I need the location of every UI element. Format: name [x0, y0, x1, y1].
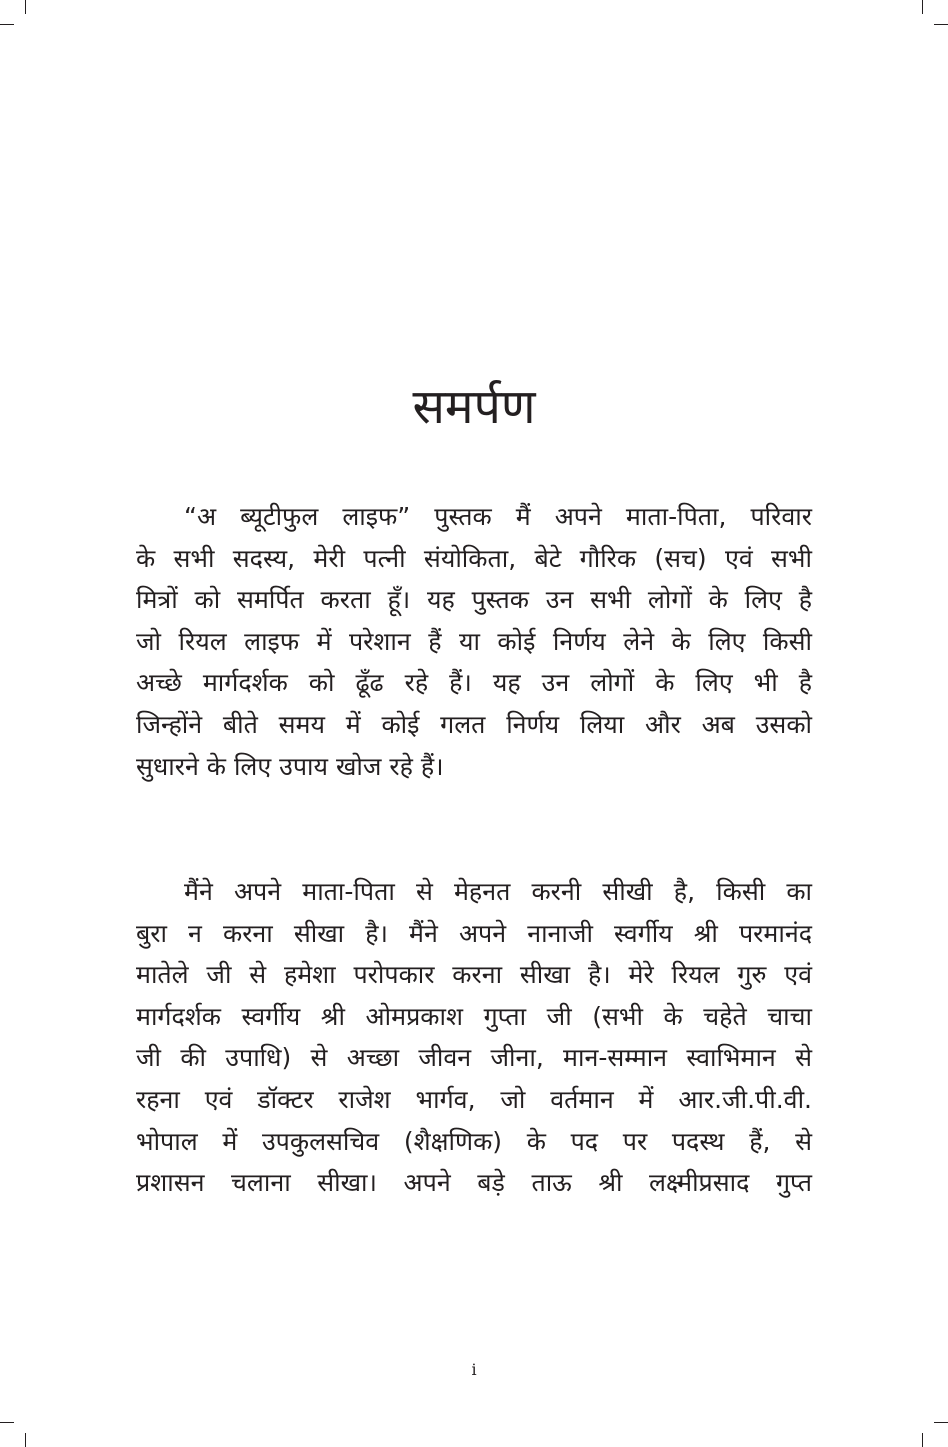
text-line: मातेले जी से हमेशा परोपकार करना सीखा है। मेरे रियल गुरु एवं [136, 960, 812, 990]
text-line: जिन्होंने बीते समय में कोई गलत निर्णय लिया और अब उसको [136, 709, 812, 739]
text-line: प्रशासन चलाना सीखा। अपने बड़े ताऊ श्री लक्ष्मीप्रसाद गुप्त [136, 1168, 812, 1198]
crop-mark-bottom-left-h [0, 1422, 14, 1423]
text-line: सुधारने के लिए उपाय खोज रहे हैं। [136, 751, 444, 781]
page-number: i [471, 1360, 477, 1379]
text-line: के सभी सदस्य, मेरी पत्नी संयोकिता, बेटे गौरिक (सच) एवं सभी [136, 543, 812, 573]
text-line: जी की उपाधि) से अच्छा जीवन जीना, मान-सम्मान स्वाभिमान से [136, 1043, 812, 1073]
text-line: मित्रों को समर्पित करता हूँ। यह पुस्तक उन सभी लोगों के लिए है [136, 585, 812, 615]
paragraph-2 [136, 871, 812, 1204]
crop-mark-bottom-right-h [934, 1422, 948, 1423]
text-line: “अ ब्यूटीफुल लाइफ” पुस्तक मैं अपने माता-पिता, परिवार [184, 502, 812, 531]
crop-mark-top-right-h [934, 24, 948, 25]
paragraph-1 [136, 496, 812, 787]
text-line: भोपाल में उपकुलसचिव (शैक्षणिक) के पद पर पदस्थ हैं, से [136, 1126, 812, 1156]
crop-mark-bottom-left [25, 1433, 26, 1447]
text-line: बुरा न करना सीखा है। मैंने अपने नानाजी स्वर्गीय श्री परमानंद [136, 918, 812, 948]
page-title: समर्पण [412, 379, 536, 435]
crop-mark-top-left-h [0, 24, 14, 25]
text-line: मैंने अपने माता-पिता से मेहनत करनी सीखी है, किसी का [184, 877, 812, 906]
crop-mark-bottom-right [922, 1433, 923, 1447]
crop-mark-top-left [25, 0, 26, 14]
text-line: मार्गदर्शक स्वर्गीय श्री ओमप्रकाश गुप्ता जी (सभी के चहेते चाचा [136, 1001, 812, 1031]
crop-mark-top-right [922, 0, 923, 14]
text-line: रहना एवं डॉक्टर राजेश भार्गव, जो वर्तमान में आर.जी.पी.वी. [136, 1084, 812, 1114]
text-line: अच्छे मार्गदर्शक को ढूँढ रहे हैं। यह उन लोगों के लिए भी है [136, 668, 812, 698]
text-line: जो रियल लाइफ में परेशान हैं या कोई निर्णय लेने के लिए किसी [136, 626, 812, 656]
